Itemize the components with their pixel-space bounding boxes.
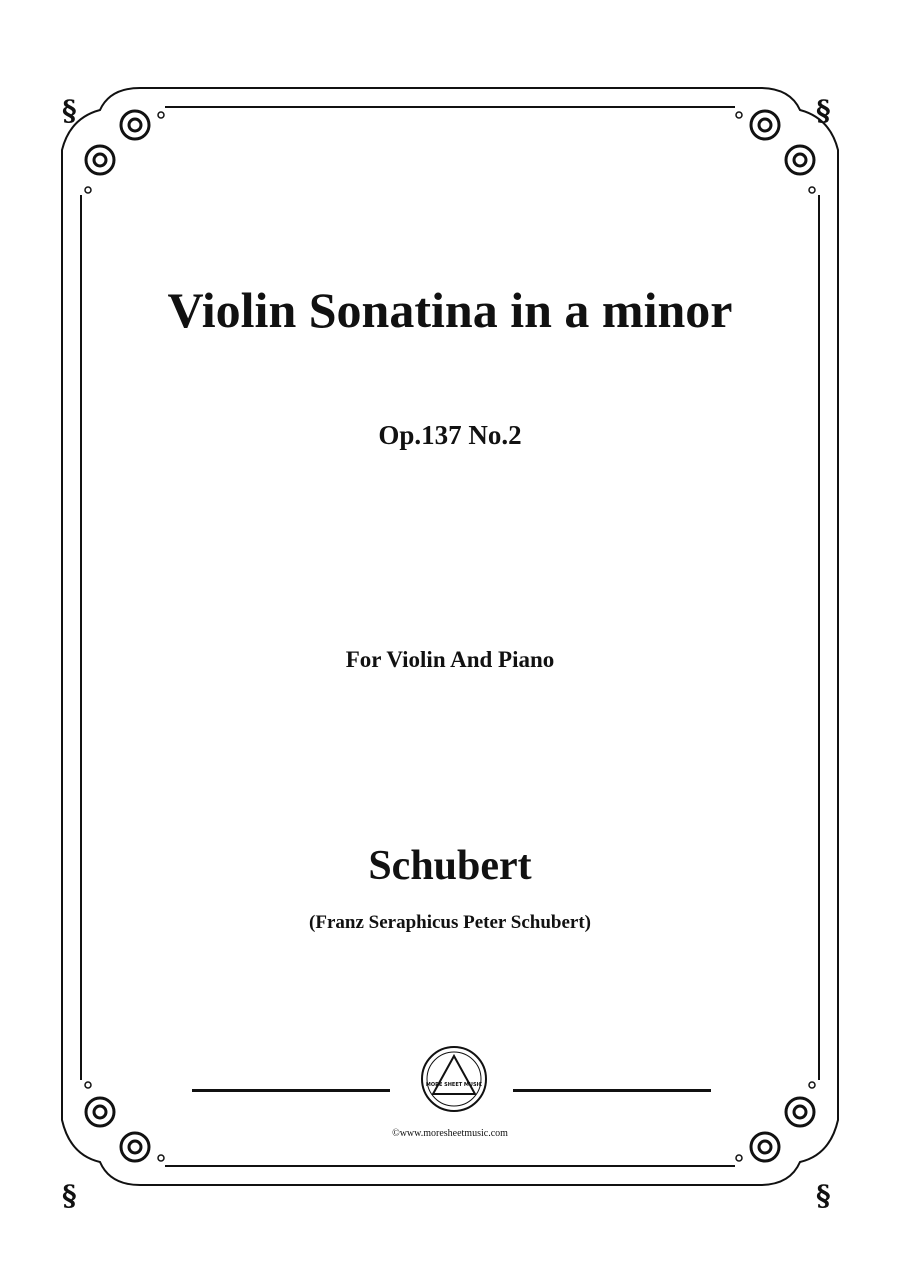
publisher-logo-icon: [419, 1044, 489, 1114]
instrumentation: For Violin And Piano: [345, 647, 555, 672]
svg-text:§: §: [816, 94, 831, 127]
svg-text:§: §: [816, 1179, 831, 1212]
composer-full-name: (Franz Seraphicus Peter Schubert): [309, 912, 591, 933]
svg-text:§: §: [62, 94, 77, 127]
svg-text:§: §: [62, 1179, 77, 1212]
copyright-text: ©www.moresheetmusic.com: [392, 1128, 508, 1139]
score-title: Violin Sonatina in a minor: [167, 282, 733, 338]
composer-name: Schubert: [368, 843, 532, 889]
corner-scroll-icon: [86, 111, 814, 1161]
footer-rule-left: [192, 1089, 390, 1092]
opus-number: Op.137 No.2: [378, 420, 522, 450]
logo-text: MORE SHEET MUSIC: [425, 1082, 483, 1088]
footer-rule-right: [513, 1089, 711, 1092]
